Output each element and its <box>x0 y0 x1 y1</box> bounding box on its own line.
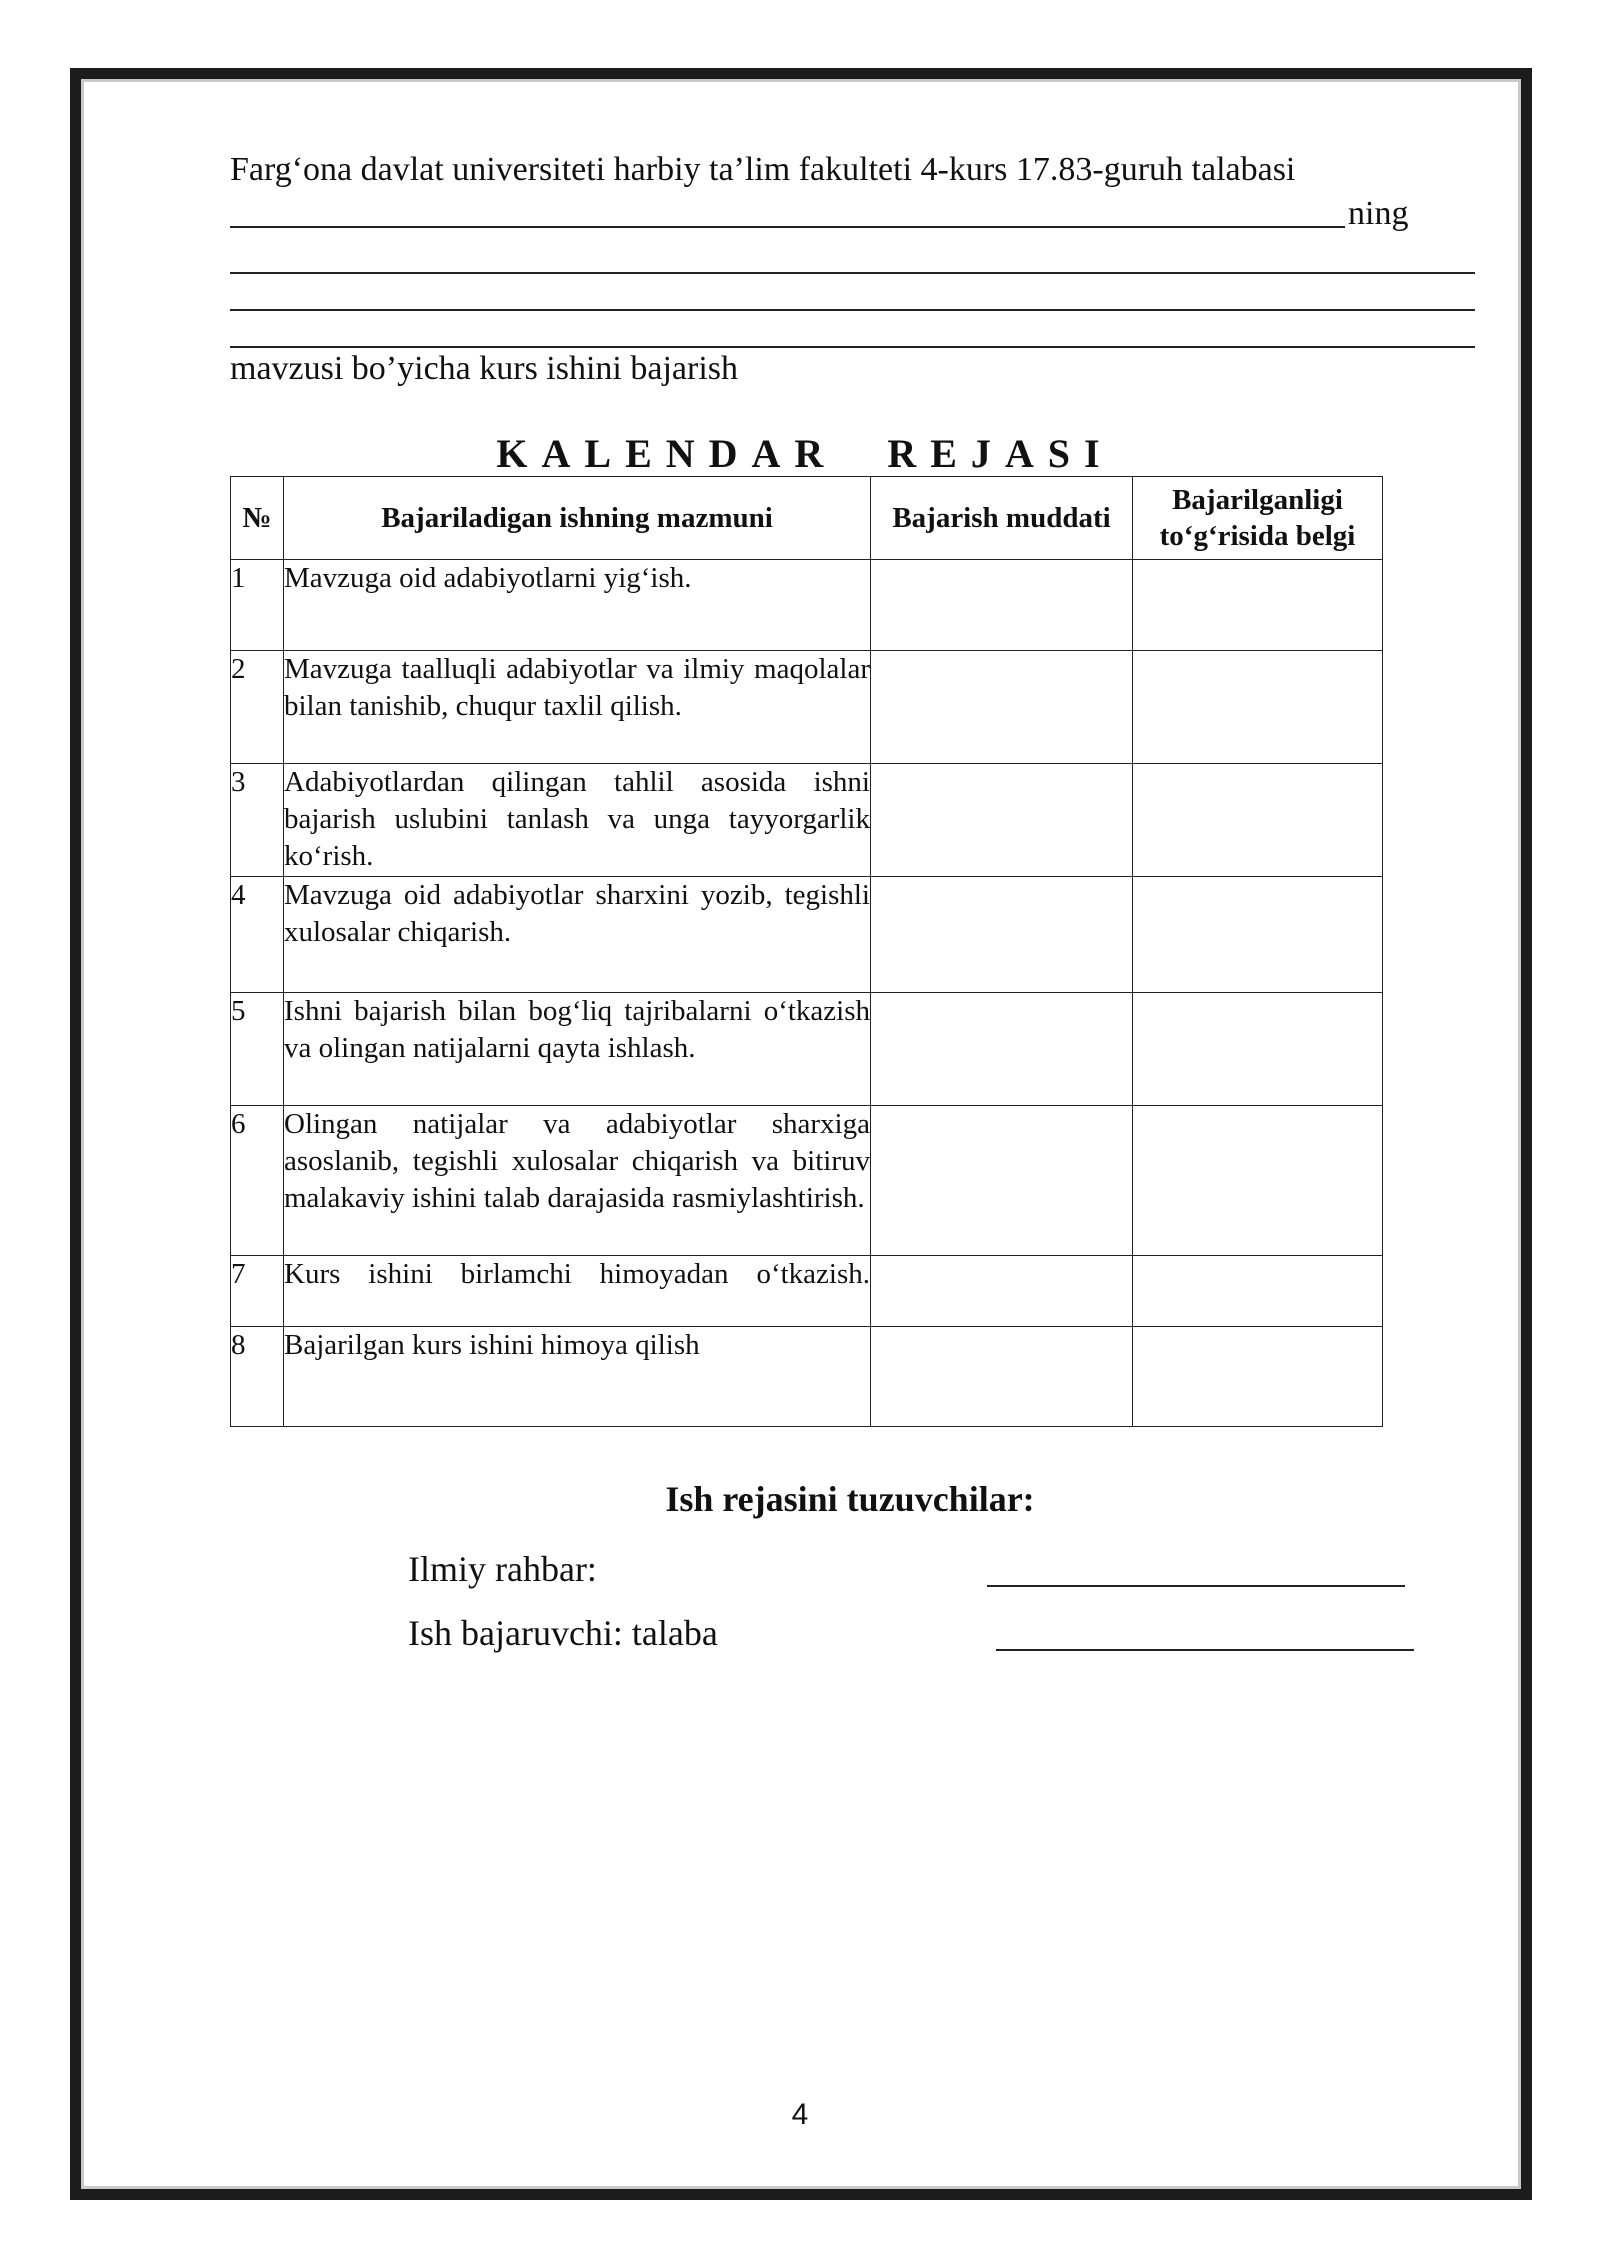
table-row <box>231 1106 1383 1256</box>
row-task: Mavzuga oid adabiyotlarni yig‘ish. <box>284 560 871 651</box>
header-completion-mark: Bajarilganligi to‘g‘risida belgi <box>1133 477 1383 560</box>
row-number: 1 <box>231 560 284 651</box>
topic-blank-line <box>230 309 1475 311</box>
deadline-cell[interactable] <box>871 993 1133 1106</box>
table-row <box>231 1256 1383 1327</box>
supervisor-label: Ilmiy rahbar: <box>408 1549 597 1589</box>
row-task: Olingan natijalar va adabiyotlar sharxiga asoslanib, tegishli xulosalar chiqarish va bitiruv malakaviy ishini talab darajasida rasmiylashtirish. <box>284 1106 871 1256</box>
header-deadline: Bajarish muddati <box>871 477 1133 560</box>
table-row <box>231 1327 1383 1427</box>
name-blank <box>230 226 1345 228</box>
supervisor-signature-line[interactable] <box>987 1585 1405 1587</box>
table-row <box>231 993 1383 1106</box>
document-title: KALENDAR REJASI <box>496 431 1114 476</box>
student-label: Ish bajaruvchi: talaba <box>408 1613 718 1653</box>
mark-cell[interactable] <box>1133 651 1383 764</box>
row-task: Ishni bajarish bilan bog‘liq tajribalarni o‘tkazish va olingan natijalarni qayta ishlash. <box>284 993 871 1106</box>
row-task: Kurs ishini birlamchi himoyadan o‘tkazish. <box>284 1256 871 1327</box>
row-task: Bajarilgan kurs ishini himoya qilish <box>284 1327 871 1427</box>
table-row <box>231 560 1383 651</box>
signatories-title: Ish rejasini tuzuvchilar: <box>665 1479 1035 1519</box>
student-signature-line[interactable] <box>996 1649 1414 1651</box>
row-number: 8 <box>231 1327 284 1427</box>
intro-text <box>230 148 1475 236</box>
row-task: Mavzuga oid adabiyotlar sharxini yozib, tegishli xulosalar chiqarish. <box>284 877 871 993</box>
topic-blank-line <box>230 346 1475 348</box>
row-number: 7 <box>231 1256 284 1327</box>
deadline-cell[interactable] <box>871 877 1133 993</box>
row-number: 3 <box>231 764 284 877</box>
mark-cell[interactable] <box>1133 1106 1383 1256</box>
table-header-row <box>231 477 1383 560</box>
row-number: 2 <box>231 651 284 764</box>
deadline-cell[interactable] <box>871 1106 1133 1256</box>
row-number: 4 <box>231 877 284 993</box>
mark-cell[interactable] <box>1133 764 1383 877</box>
deadline-cell[interactable] <box>871 764 1133 877</box>
deadline-cell[interactable] <box>871 560 1133 651</box>
row-task: Adabiyotlardan qilingan tahlil asosida ishni bajarish uslubini tanlash va unga tayyorgarlik ko‘rish. <box>284 764 871 877</box>
deadline-cell[interactable] <box>871 651 1133 764</box>
mark-cell[interactable] <box>1133 560 1383 651</box>
row-task: Mavzuga taalluqli adabiyotlar va ilmiy maqolalar bilan tanishib, chuqur taxlil qilish. <box>284 651 871 764</box>
deadline-cell[interactable] <box>871 1327 1133 1427</box>
mark-cell[interactable] <box>1133 993 1383 1106</box>
mark-cell[interactable] <box>1133 1327 1383 1427</box>
ning-suffix: ning <box>1348 195 1409 232</box>
mark-cell[interactable] <box>1133 1256 1383 1327</box>
intro-line: Farg‘ona davlat universiteti harbiy ta’lim fakulteti 4-kurs 17.83-guruh talabasi <box>230 151 1296 188</box>
mark-cell[interactable] <box>1133 877 1383 993</box>
row-number: 6 <box>231 1106 284 1256</box>
table-row <box>231 877 1383 993</box>
table-row <box>231 764 1383 877</box>
topic-caption: mavzusi bo’yicha kurs ishini bajarish <box>230 350 739 387</box>
page-number: 4 <box>791 2098 809 2131</box>
student-name-line <box>230 192 1475 236</box>
topic-blank-line <box>230 272 1475 274</box>
calendar-plan-table <box>230 476 1383 1427</box>
header-content: Bajariladigan ishning mazmuni <box>284 477 871 560</box>
table-row <box>231 651 1383 764</box>
deadline-cell[interactable] <box>871 1256 1133 1327</box>
row-number: 5 <box>231 993 284 1106</box>
header-number: № <box>231 477 284 560</box>
